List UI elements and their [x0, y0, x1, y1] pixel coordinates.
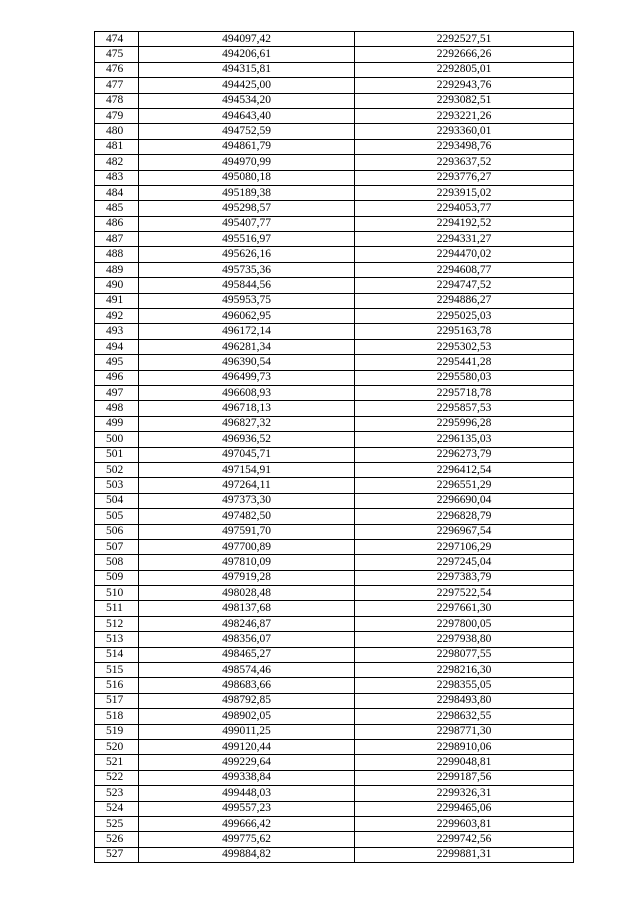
- y-coordinate-cell: 2293360,01: [355, 124, 574, 139]
- table-row: [95, 416, 574, 431]
- table-row: [95, 232, 574, 247]
- y-coordinate-cell: 2295996,28: [355, 416, 574, 431]
- x-coordinate-cell: 494861,79: [139, 139, 355, 154]
- point-number-cell: 501: [95, 447, 139, 462]
- x-coordinate-cell: 495407,77: [139, 216, 355, 231]
- y-coordinate-cell: 2294886,27: [355, 293, 574, 308]
- point-number-cell: 514: [95, 647, 139, 662]
- table-row: [95, 339, 574, 354]
- point-number-cell: 492: [95, 309, 139, 324]
- table-row: [95, 755, 574, 770]
- x-coordinate-cell: 494315,81: [139, 62, 355, 77]
- table-row: [95, 401, 574, 416]
- point-number-cell: 474: [95, 32, 139, 47]
- y-coordinate-cell: 2295025,03: [355, 309, 574, 324]
- table-row: [95, 124, 574, 139]
- x-coordinate-cell: 495516,97: [139, 232, 355, 247]
- point-number-cell: 475: [95, 47, 139, 62]
- y-coordinate-cell: 2296967,54: [355, 524, 574, 539]
- table-row: [95, 447, 574, 462]
- table-row: [95, 647, 574, 662]
- y-coordinate-cell: 2299187,56: [355, 770, 574, 785]
- y-coordinate-cell: 2294747,52: [355, 278, 574, 293]
- x-coordinate-cell: 497810,09: [139, 555, 355, 570]
- point-number-cell: 524: [95, 801, 139, 816]
- point-number-cell: 517: [95, 693, 139, 708]
- y-coordinate-cell: 2297245,04: [355, 555, 574, 570]
- table-row: [95, 493, 574, 508]
- table-row: [95, 663, 574, 678]
- point-number-cell: 490: [95, 278, 139, 293]
- y-coordinate-cell: 2296690,04: [355, 493, 574, 508]
- y-coordinate-cell: 2297383,79: [355, 570, 574, 585]
- table-row: [95, 278, 574, 293]
- x-coordinate-cell: 498683,66: [139, 678, 355, 693]
- x-coordinate-cell: 499011,25: [139, 724, 355, 739]
- y-coordinate-cell: 2294192,52: [355, 216, 574, 231]
- table-row: [95, 185, 574, 200]
- y-coordinate-cell: 2292805,01: [355, 62, 574, 77]
- x-coordinate-cell: 496281,34: [139, 339, 355, 354]
- point-number-cell: 499: [95, 416, 139, 431]
- y-coordinate-cell: 2293915,02: [355, 185, 574, 200]
- y-coordinate-cell: 2298910,06: [355, 739, 574, 754]
- x-coordinate-cell: 494097,42: [139, 32, 355, 47]
- y-coordinate-cell: 2292527,51: [355, 32, 574, 47]
- y-coordinate-cell: 2298632,55: [355, 709, 574, 724]
- x-coordinate-cell: 496718,13: [139, 401, 355, 416]
- x-coordinate-cell: 497154,91: [139, 462, 355, 477]
- x-coordinate-cell: 497264,11: [139, 478, 355, 493]
- point-number-cell: 479: [95, 108, 139, 123]
- point-number-cell: 520: [95, 739, 139, 754]
- coordinates-table-body: [95, 32, 574, 863]
- x-coordinate-cell: 499338,84: [139, 770, 355, 785]
- y-coordinate-cell: 2293637,52: [355, 155, 574, 170]
- point-number-cell: 488: [95, 247, 139, 262]
- table-row: [95, 139, 574, 154]
- point-number-cell: 510: [95, 586, 139, 601]
- point-number-cell: 484: [95, 185, 139, 200]
- x-coordinate-cell: 495844,56: [139, 278, 355, 293]
- y-coordinate-cell: 2298216,30: [355, 663, 574, 678]
- point-number-cell: 516: [95, 678, 139, 693]
- x-coordinate-cell: 497919,28: [139, 570, 355, 585]
- y-coordinate-cell: 2296273,79: [355, 447, 574, 462]
- table-row: [95, 739, 574, 754]
- x-coordinate-cell: 495298,57: [139, 201, 355, 216]
- x-coordinate-cell: 495953,75: [139, 293, 355, 308]
- y-coordinate-cell: 2299048,81: [355, 755, 574, 770]
- table-row: [95, 216, 574, 231]
- table-row: [95, 309, 574, 324]
- x-coordinate-cell: 498792,85: [139, 693, 355, 708]
- point-number-cell: 511: [95, 601, 139, 616]
- x-coordinate-cell: 497045,71: [139, 447, 355, 462]
- x-coordinate-cell: 498574,46: [139, 663, 355, 678]
- point-number-cell: 507: [95, 539, 139, 554]
- x-coordinate-cell: 499229,64: [139, 755, 355, 770]
- table-row: [95, 509, 574, 524]
- x-coordinate-cell: 496062,95: [139, 309, 355, 324]
- y-coordinate-cell: 2292666,26: [355, 47, 574, 62]
- x-coordinate-cell: 498902,05: [139, 709, 355, 724]
- y-coordinate-cell: 2294608,77: [355, 262, 574, 277]
- x-coordinate-cell: 496172,14: [139, 324, 355, 339]
- x-coordinate-cell: 496827,32: [139, 416, 355, 431]
- y-coordinate-cell: 2294053,77: [355, 201, 574, 216]
- x-coordinate-cell: 495189,38: [139, 185, 355, 200]
- point-number-cell: 487: [95, 232, 139, 247]
- point-number-cell: 519: [95, 724, 139, 739]
- point-number-cell: 494: [95, 339, 139, 354]
- table-row: [95, 616, 574, 631]
- point-number-cell: 477: [95, 78, 139, 93]
- table-row: [95, 108, 574, 123]
- x-coordinate-cell: 499557,23: [139, 801, 355, 816]
- x-coordinate-cell: 495080,18: [139, 170, 355, 185]
- table-row: [95, 632, 574, 647]
- table-row: [95, 555, 574, 570]
- table-row: [95, 78, 574, 93]
- point-number-cell: 509: [95, 570, 139, 585]
- x-coordinate-cell: 499666,42: [139, 816, 355, 831]
- table-row: [95, 155, 574, 170]
- x-coordinate-cell: 495626,16: [139, 247, 355, 262]
- table-row: [95, 601, 574, 616]
- point-number-cell: 513: [95, 632, 139, 647]
- table-row: [95, 324, 574, 339]
- table-row: [95, 539, 574, 554]
- table-row: [95, 770, 574, 785]
- table-row: [95, 247, 574, 262]
- point-number-cell: 476: [95, 62, 139, 77]
- x-coordinate-cell: 498356,07: [139, 632, 355, 647]
- point-number-cell: 502: [95, 462, 139, 477]
- x-coordinate-cell: 498028,48: [139, 586, 355, 601]
- point-number-cell: 504: [95, 493, 139, 508]
- point-number-cell: 503: [95, 478, 139, 493]
- point-number-cell: 498: [95, 401, 139, 416]
- table-row: [95, 370, 574, 385]
- y-coordinate-cell: 2293498,76: [355, 139, 574, 154]
- x-coordinate-cell: 497482,50: [139, 509, 355, 524]
- coordinates-table: [94, 31, 574, 863]
- table-row: [95, 693, 574, 708]
- x-coordinate-cell: 494643,40: [139, 108, 355, 123]
- y-coordinate-cell: 2293776,27: [355, 170, 574, 185]
- point-number-cell: 518: [95, 709, 139, 724]
- y-coordinate-cell: 2297800,05: [355, 616, 574, 631]
- x-coordinate-cell: 494970,99: [139, 155, 355, 170]
- y-coordinate-cell: 2299326,31: [355, 786, 574, 801]
- y-coordinate-cell: 2299742,56: [355, 832, 574, 847]
- y-coordinate-cell: 2297938,80: [355, 632, 574, 647]
- point-number-cell: 527: [95, 847, 139, 862]
- table-row: [95, 32, 574, 47]
- point-number-cell: 521: [95, 755, 139, 770]
- table-row: [95, 93, 574, 108]
- point-number-cell: 522: [95, 770, 139, 785]
- x-coordinate-cell: 494752,59: [139, 124, 355, 139]
- y-coordinate-cell: 2298493,80: [355, 693, 574, 708]
- point-number-cell: 497: [95, 385, 139, 400]
- y-coordinate-cell: 2293221,26: [355, 108, 574, 123]
- y-coordinate-cell: 2294331,27: [355, 232, 574, 247]
- point-number-cell: 480: [95, 124, 139, 139]
- y-coordinate-cell: 2295580,03: [355, 370, 574, 385]
- point-number-cell: 523: [95, 786, 139, 801]
- table-row: [95, 832, 574, 847]
- x-coordinate-cell: 499884,82: [139, 847, 355, 862]
- table-row: [95, 47, 574, 62]
- y-coordinate-cell: 2293082,51: [355, 93, 574, 108]
- table-row: [95, 262, 574, 277]
- x-coordinate-cell: 498137,68: [139, 601, 355, 616]
- table-row: [95, 801, 574, 816]
- y-coordinate-cell: 2298077,55: [355, 647, 574, 662]
- x-coordinate-cell: 496390,54: [139, 355, 355, 370]
- point-number-cell: 478: [95, 93, 139, 108]
- y-coordinate-cell: 2296551,29: [355, 478, 574, 493]
- x-coordinate-cell: 496608,93: [139, 385, 355, 400]
- y-coordinate-cell: 2294470,02: [355, 247, 574, 262]
- y-coordinate-cell: 2298771,30: [355, 724, 574, 739]
- y-coordinate-cell: 2295718,78: [355, 385, 574, 400]
- point-number-cell: 483: [95, 170, 139, 185]
- x-coordinate-cell: 497591,70: [139, 524, 355, 539]
- y-coordinate-cell: 2296412,54: [355, 462, 574, 477]
- x-coordinate-cell: 498246,87: [139, 616, 355, 631]
- point-number-cell: 508: [95, 555, 139, 570]
- table-row: [95, 586, 574, 601]
- x-coordinate-cell: 497700,89: [139, 539, 355, 554]
- point-number-cell: 493: [95, 324, 139, 339]
- table-row: [95, 462, 574, 477]
- point-number-cell: 506: [95, 524, 139, 539]
- table-row: [95, 816, 574, 831]
- point-number-cell: 489: [95, 262, 139, 277]
- y-coordinate-cell: 2297661,30: [355, 601, 574, 616]
- table-row: [95, 478, 574, 493]
- table-row: [95, 62, 574, 77]
- table-row: [95, 170, 574, 185]
- x-coordinate-cell: 498465,27: [139, 647, 355, 662]
- y-coordinate-cell: 2295441,28: [355, 355, 574, 370]
- table-row: [95, 385, 574, 400]
- y-coordinate-cell: 2292943,76: [355, 78, 574, 93]
- y-coordinate-cell: 2299465,06: [355, 801, 574, 816]
- table-row: [95, 201, 574, 216]
- point-number-cell: 485: [95, 201, 139, 216]
- x-coordinate-cell: 494425,00: [139, 78, 355, 93]
- x-coordinate-cell: 496936,52: [139, 432, 355, 447]
- x-coordinate-cell: 494206,61: [139, 47, 355, 62]
- point-number-cell: 491: [95, 293, 139, 308]
- point-number-cell: 495: [95, 355, 139, 370]
- table-row: [95, 709, 574, 724]
- point-number-cell: 505: [95, 509, 139, 524]
- table-row: [95, 524, 574, 539]
- table-row: [95, 432, 574, 447]
- y-coordinate-cell: 2295857,53: [355, 401, 574, 416]
- point-number-cell: 482: [95, 155, 139, 170]
- table-row: [95, 786, 574, 801]
- point-number-cell: 526: [95, 832, 139, 847]
- point-number-cell: 500: [95, 432, 139, 447]
- y-coordinate-cell: 2299881,31: [355, 847, 574, 862]
- x-coordinate-cell: 496499,73: [139, 370, 355, 385]
- point-number-cell: 512: [95, 616, 139, 631]
- y-coordinate-cell: 2298355,05: [355, 678, 574, 693]
- x-coordinate-cell: 497373,30: [139, 493, 355, 508]
- point-number-cell: 486: [95, 216, 139, 231]
- table-row: [95, 570, 574, 585]
- point-number-cell: 481: [95, 139, 139, 154]
- point-number-cell: 496: [95, 370, 139, 385]
- table-row: [95, 678, 574, 693]
- table-row: [95, 847, 574, 862]
- y-coordinate-cell: 2299603,81: [355, 816, 574, 831]
- table-row: [95, 724, 574, 739]
- point-number-cell: 525: [95, 816, 139, 831]
- y-coordinate-cell: 2296828,79: [355, 509, 574, 524]
- x-coordinate-cell: 499120,44: [139, 739, 355, 754]
- x-coordinate-cell: 494534,20: [139, 93, 355, 108]
- x-coordinate-cell: 499775,62: [139, 832, 355, 847]
- point-number-cell: 515: [95, 663, 139, 678]
- y-coordinate-cell: 2296135,03: [355, 432, 574, 447]
- table-row: [95, 293, 574, 308]
- x-coordinate-cell: 499448,03: [139, 786, 355, 801]
- table-row: [95, 355, 574, 370]
- y-coordinate-cell: 2295163,78: [355, 324, 574, 339]
- y-coordinate-cell: 2297106,29: [355, 539, 574, 554]
- y-coordinate-cell: 2295302,53: [355, 339, 574, 354]
- x-coordinate-cell: 495735,36: [139, 262, 355, 277]
- y-coordinate-cell: 2297522,54: [355, 586, 574, 601]
